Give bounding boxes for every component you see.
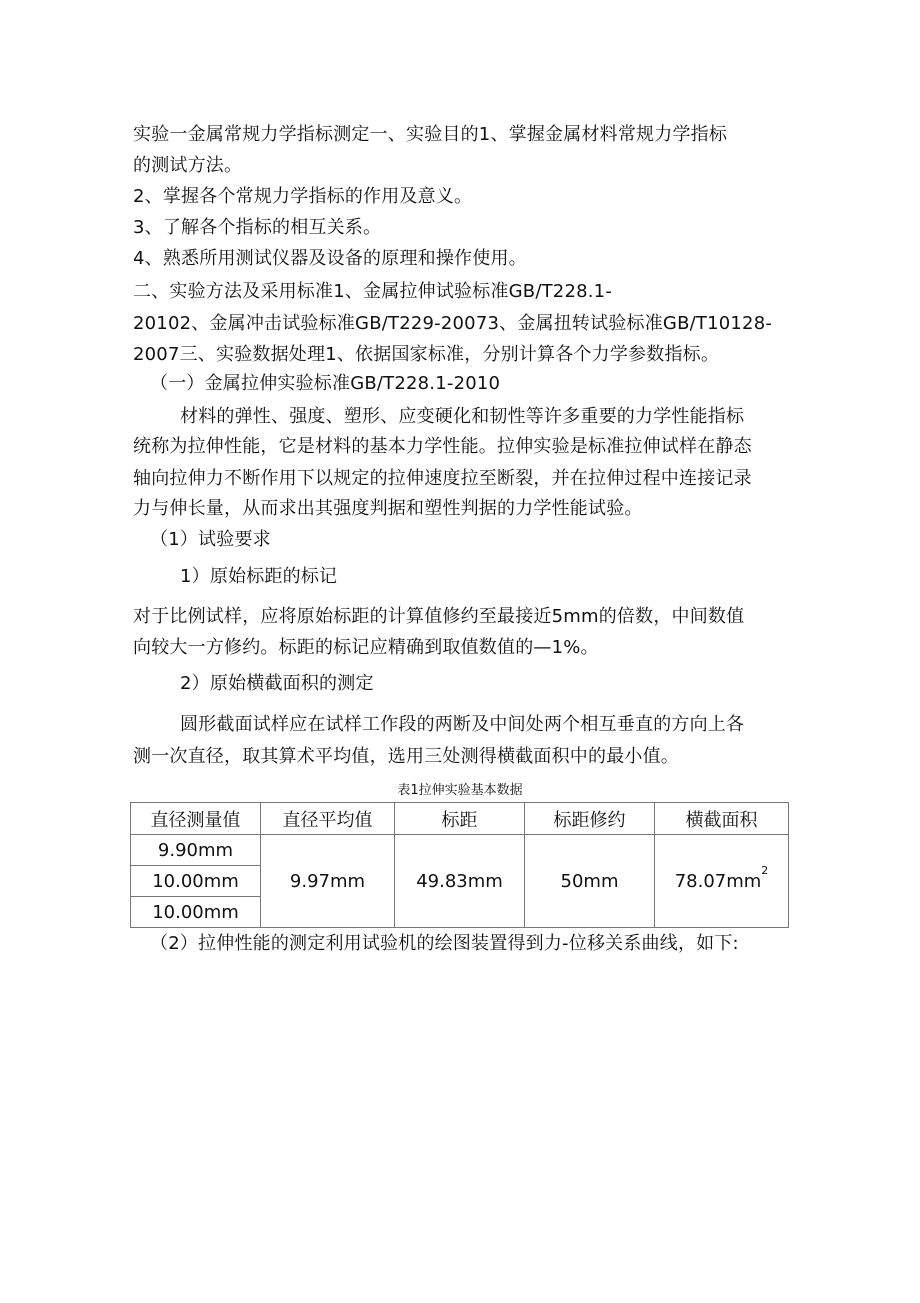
diameter-value: 10.00mm [131, 866, 261, 897]
paragraph-line: 材料的弹性、强度、塑形、应变硬化和韧性等许多重要的力学性能指标 [180, 406, 745, 427]
header-cross-section-area: 横截面积 [655, 803, 789, 835]
table-header-row [131, 803, 789, 835]
header-gauge-rounded: 标距修约 [525, 803, 655, 835]
paragraph-line: 4、熟悉所用测试仪器及设备的原理和操作使用。 [133, 248, 527, 269]
paragraph-line: 向较大一方修约。标距的标记应精确到取值数值的—1%。 [133, 637, 599, 658]
paragraph-line: 2007三、实验数据处理1、依据国家标准，分别计算各个力学参数指标。 [133, 344, 720, 365]
header-diameter-average: 直径平均值 [261, 803, 395, 835]
paragraph-line: 对于比例试样，应将原始标距的计算值修约至最接近5mm的倍数，中间数值 [133, 606, 745, 627]
header-gauge-length: 标距 [395, 803, 525, 835]
paragraph-line: 圆形截面试样应在试样工作段的两断及中间处两个相互垂直的方向上各 [180, 714, 745, 735]
area-cell [655, 835, 789, 928]
section-heading: （一）金属拉伸实验标准GB/T228.1-2010 [150, 373, 501, 394]
average-diameter-value: 9.97mm [261, 835, 395, 928]
gauge-length-value: 49.83mm [395, 835, 525, 928]
paragraph-line: 3、了解各个指标的相互关系。 [133, 217, 382, 238]
paragraph-line: 测一次直径，取其算术平均值，选用三处测得横截面积中的最小值。 [133, 746, 679, 767]
paragraph-line: 轴向拉伸力不断作用下以规定的拉伸速度拉至断裂，并在拉伸过程中连接记录 [133, 468, 752, 489]
paragraph-line: 的测试方法。 [133, 155, 243, 176]
area-unit-exponent: 2 [761, 864, 769, 877]
diameter-value: 9.90mm [131, 835, 261, 866]
paragraph-line: 20102、金属冲击试验标准GB/T229-20073、金属扭转试验标准GB/T10128- [133, 313, 773, 334]
subsection-heading: （1）试验要求 [150, 529, 271, 550]
tensile-data-table [130, 802, 789, 928]
area-value: 78.07mm [674, 871, 762, 892]
header-diameter-measured: 直径测量值 [131, 803, 261, 835]
table-caption: 表1拉伸实验基本数据 [397, 783, 523, 798]
gauge-rounded-value: 50mm [525, 835, 655, 928]
paragraph-line: （2）拉伸性能的测定利用试验机的绘图装置得到力-位移关系曲线，如下: [150, 933, 739, 954]
subsection-heading: 2）原始横截面积的测定 [180, 673, 374, 694]
paragraph-line: 2、掌握各个常规力学指标的作用及意义。 [133, 186, 473, 207]
paragraph-line: 实验一金属常规力学指标测定一、实验目的1、掌握金属材料常规力学指标 [133, 124, 728, 145]
paragraph-line: 统称为拉伸性能，它是材料的基本力学性能。拉伸实验是标准拉伸试样在静态 [133, 436, 752, 457]
paragraph-line: 力与伸长量，从而求出其强度判据和塑性判据的力学性能试验。 [133, 498, 643, 519]
subsection-heading: 1）原始标距的标记 [180, 566, 338, 587]
table-row [131, 835, 789, 866]
diameter-value: 10.00mm [131, 897, 261, 928]
paragraph-line: 二、实验方法及采用标准1、金属拉伸试验标准GB/T228.1- [133, 281, 613, 302]
